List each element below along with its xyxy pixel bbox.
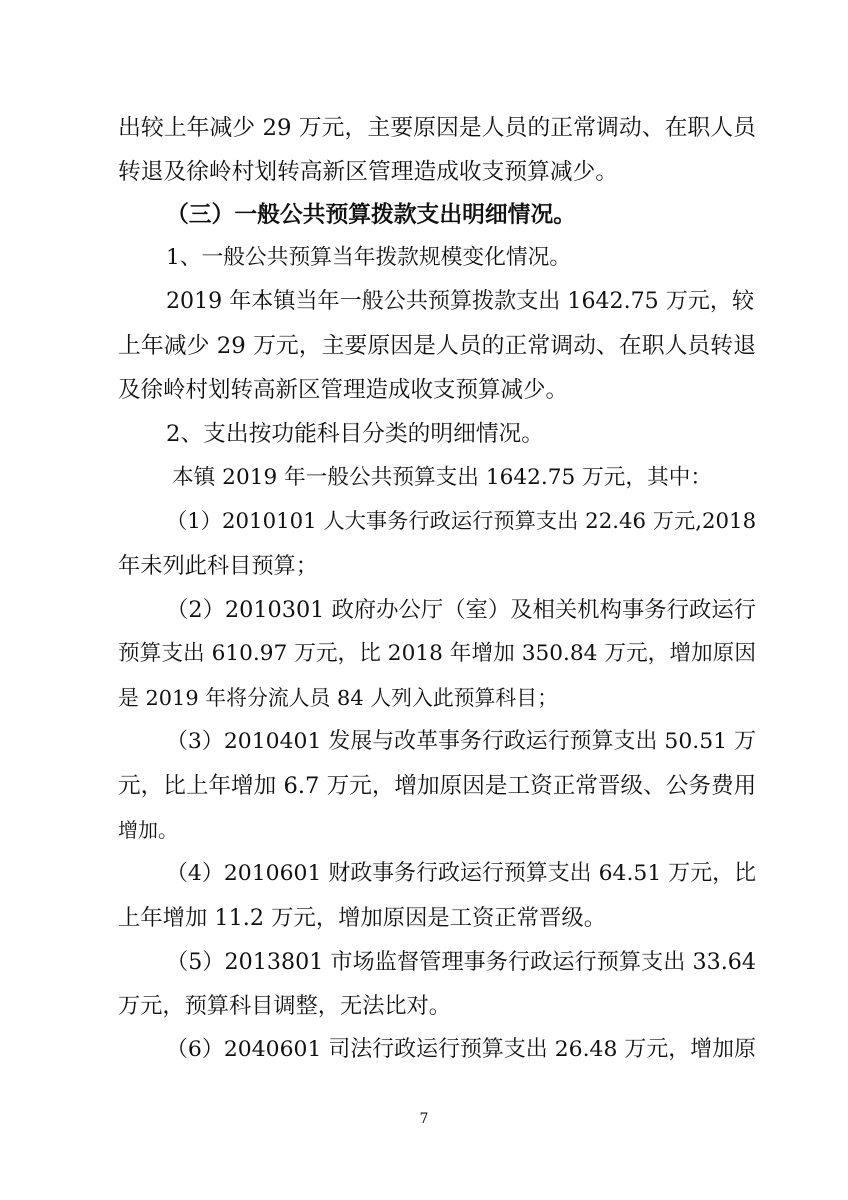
line-text: （6）2040601 司法行政运行预算支出 26.48 万元，增加原 <box>166 1037 756 1062</box>
list-item-line <box>0 551 848 581</box>
list-item-line <box>0 683 848 713</box>
line-text: 转退及徐岭村划转高新区管理造成收支预算减少。 <box>118 159 618 185</box>
list-item-line <box>0 991 848 1021</box>
line-text: 预算支出 610.97 万元，比 2018 年增加 350.84 万元，增加原因 <box>118 641 756 666</box>
subsection-heading <box>0 419 848 449</box>
list-item-line <box>0 771 848 801</box>
subsection-heading <box>0 243 848 273</box>
line-text: 元，比上年增加 6.7 万元，增加原因是工资正常晋级、公务费用 <box>118 773 757 799</box>
line-text: 万元，预算科目调整，无法比对。 <box>118 993 451 1019</box>
line-text: 上年增加 11.2 万元，增加原因是工资正常晋级。 <box>118 905 606 931</box>
body-line <box>0 331 848 361</box>
list-item-line <box>0 507 848 537</box>
line-text: 是 2019 年将分流人员 84 人列入此预算科目； <box>118 686 558 710</box>
page-number: 7 <box>419 1111 429 1127</box>
body-line <box>0 463 848 493</box>
line-text: 出较上年减少 29 万元，主要原因是人员的正常调动、在职人员 <box>118 115 756 141</box>
subheading-text: 1、一般公共预算当年拨款规模变化情况。 <box>166 245 572 270</box>
section-heading <box>0 200 848 230</box>
list-item-line <box>0 903 848 933</box>
list-item-line <box>0 727 848 757</box>
list-item-line <box>0 1035 848 1065</box>
line-text: （5）2013801 市场监督管理事务行政运行预算支出 33.64 <box>166 949 756 975</box>
subheading-text: 2、支出按功能科目分类的明细情况。 <box>166 421 544 447</box>
body-line <box>0 287 848 317</box>
heading-text: （三）一般公共预算拨款支出明细情况。 <box>166 202 576 228</box>
line-text: （2）2010301 政府办公厅（室）及相关机构事务行政运行 <box>166 597 756 623</box>
line-text: 年未列此科目预算； <box>118 553 318 579</box>
list-item-line <box>0 947 848 977</box>
body-line <box>0 375 848 405</box>
list-item-line <box>0 639 848 669</box>
line-text: 本镇 2019 年一般公共预算支出 1642.75 万元，其中： <box>172 465 712 490</box>
line-text: 2019 年本镇当年一般公共预算拨款支出 1642.75 万元，较 <box>166 289 755 314</box>
line-text: （3）2010401 发展与改革事务行政运行预算支出 50.51 万 <box>166 729 756 754</box>
line-text: 上年减少 29 万元，主要原因是人员的正常调动、在职人员转退 <box>118 333 756 359</box>
list-item-line <box>0 595 848 625</box>
line-text: 及徐岭村划转高新区管理造成收支预算减少。 <box>118 377 569 403</box>
list-item-line <box>0 815 848 845</box>
line-text: 增加。 <box>118 818 178 842</box>
body-line <box>0 157 848 187</box>
body-line <box>0 113 848 143</box>
line-text: （1）2010101 人大事务行政运行预算支出 22.46 万元,2018 <box>166 509 757 534</box>
list-item-line <box>0 859 848 889</box>
line-text: （4）2010601 财政事务行政运行预算支出 64.51 万元，比 <box>166 861 756 886</box>
